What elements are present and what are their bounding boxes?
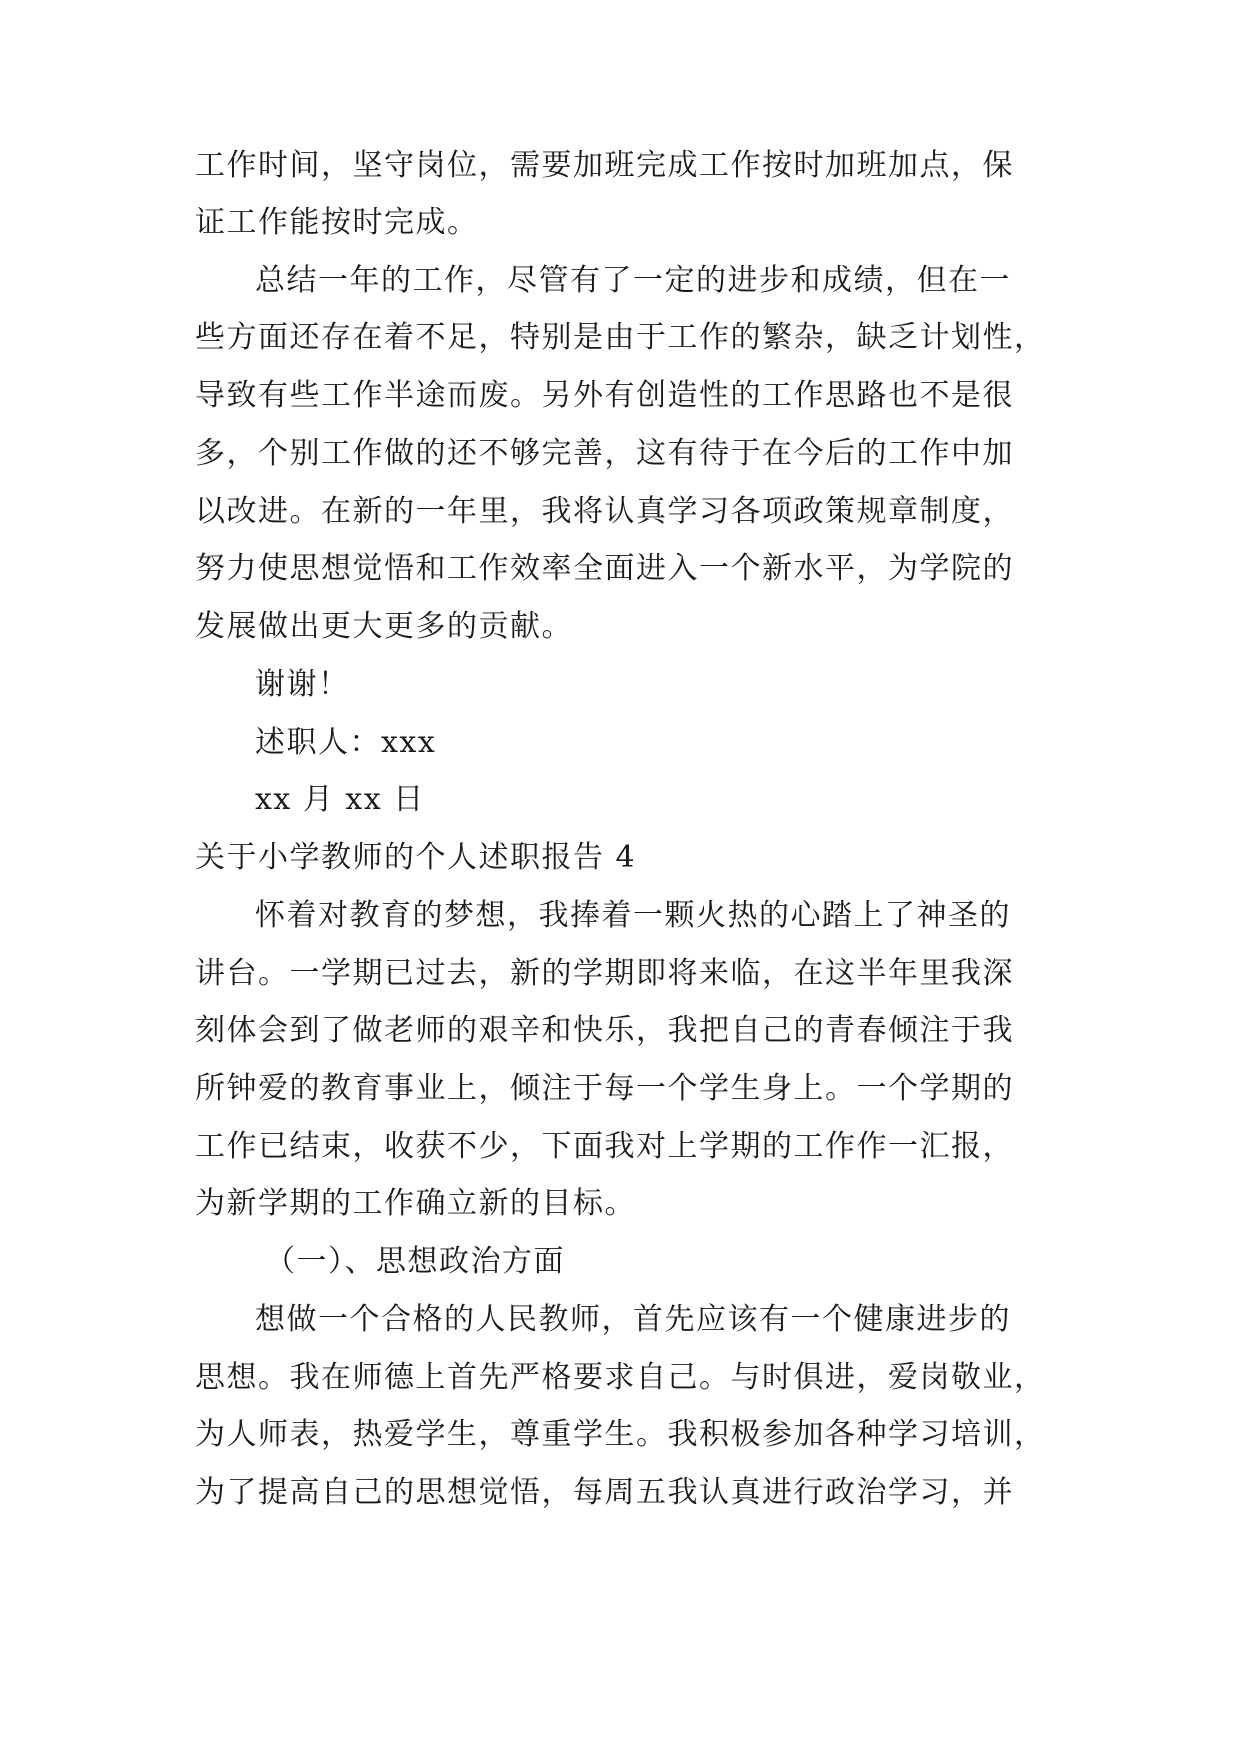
- text-line: 发展做出更大更多的贡献。: [195, 609, 573, 644]
- thanks-line: 谢谢！: [255, 667, 350, 702]
- text-line: 工作时间，坚守岗位，需要加班完成工作按时加班加点，保: [195, 148, 1014, 183]
- text-line: 导致有些工作半途而废。另外有创造性的工作思路也不是很: [195, 378, 1014, 413]
- text-line: 刻体会到了做老师的艰辛和快乐，我把自己的青春倾注于我: [195, 1013, 1014, 1048]
- reporter-line: 述职人：xxx: [255, 725, 437, 760]
- subsection-heading: （一）、思想政治方面: [265, 1244, 565, 1279]
- section-heading: 关于小学教师的个人述职报告 4: [195, 840, 637, 875]
- text-line: 努力使思想觉悟和工作效率全面进入一个新水平，为学院的: [195, 551, 1014, 586]
- text-line: 怀着对教育的梦想，我捧着一颗火热的心踏上了神圣的: [255, 898, 1011, 933]
- text-line: 为新学期的工作确立新的目标。: [195, 1186, 636, 1221]
- text-line: 所钟爱的教育事业上，倾注于每一个学生身上。一个学期的: [195, 1071, 1014, 1106]
- text-line: 多，个别工作做的还不够完善，这有待于在今后的工作中加: [195, 436, 1014, 471]
- text-line: 为人师表，热爱学生，尊重学生。我积极参加各种学习培训，: [195, 1417, 1046, 1452]
- text-line: 工作已结束，收获不少，下面我对上学期的工作作一汇报，: [195, 1129, 1014, 1164]
- text-line: 以改进。在新的一年里，我将认真学习各项政策规章制度，: [195, 494, 1014, 529]
- text-line: 讲台。一学期已过去，新的学期即将来临，在这半年里我深: [195, 956, 1014, 991]
- text-line: 证工作能按时完成。: [195, 205, 479, 240]
- text-line: 思想。我在师德上首先严格要求自己。与时俱进，爱岗敬业，: [195, 1360, 1046, 1395]
- text-line: 想做一个合格的人民教师，首先应该有一个健康进步的: [255, 1302, 1011, 1337]
- text-line: 总结一年的工作，尽管有了一定的进步和成绩，但在一: [255, 263, 1011, 298]
- text-line: 为了提高自己的思想觉悟，每周五我认真进行政治学习，并: [195, 1475, 1014, 1510]
- text-line: 些方面还存在着不足，特别是由于工作的繁杂，缺乏计划性，: [195, 320, 1046, 355]
- date-line: xx 月 xx 日: [255, 782, 425, 817]
